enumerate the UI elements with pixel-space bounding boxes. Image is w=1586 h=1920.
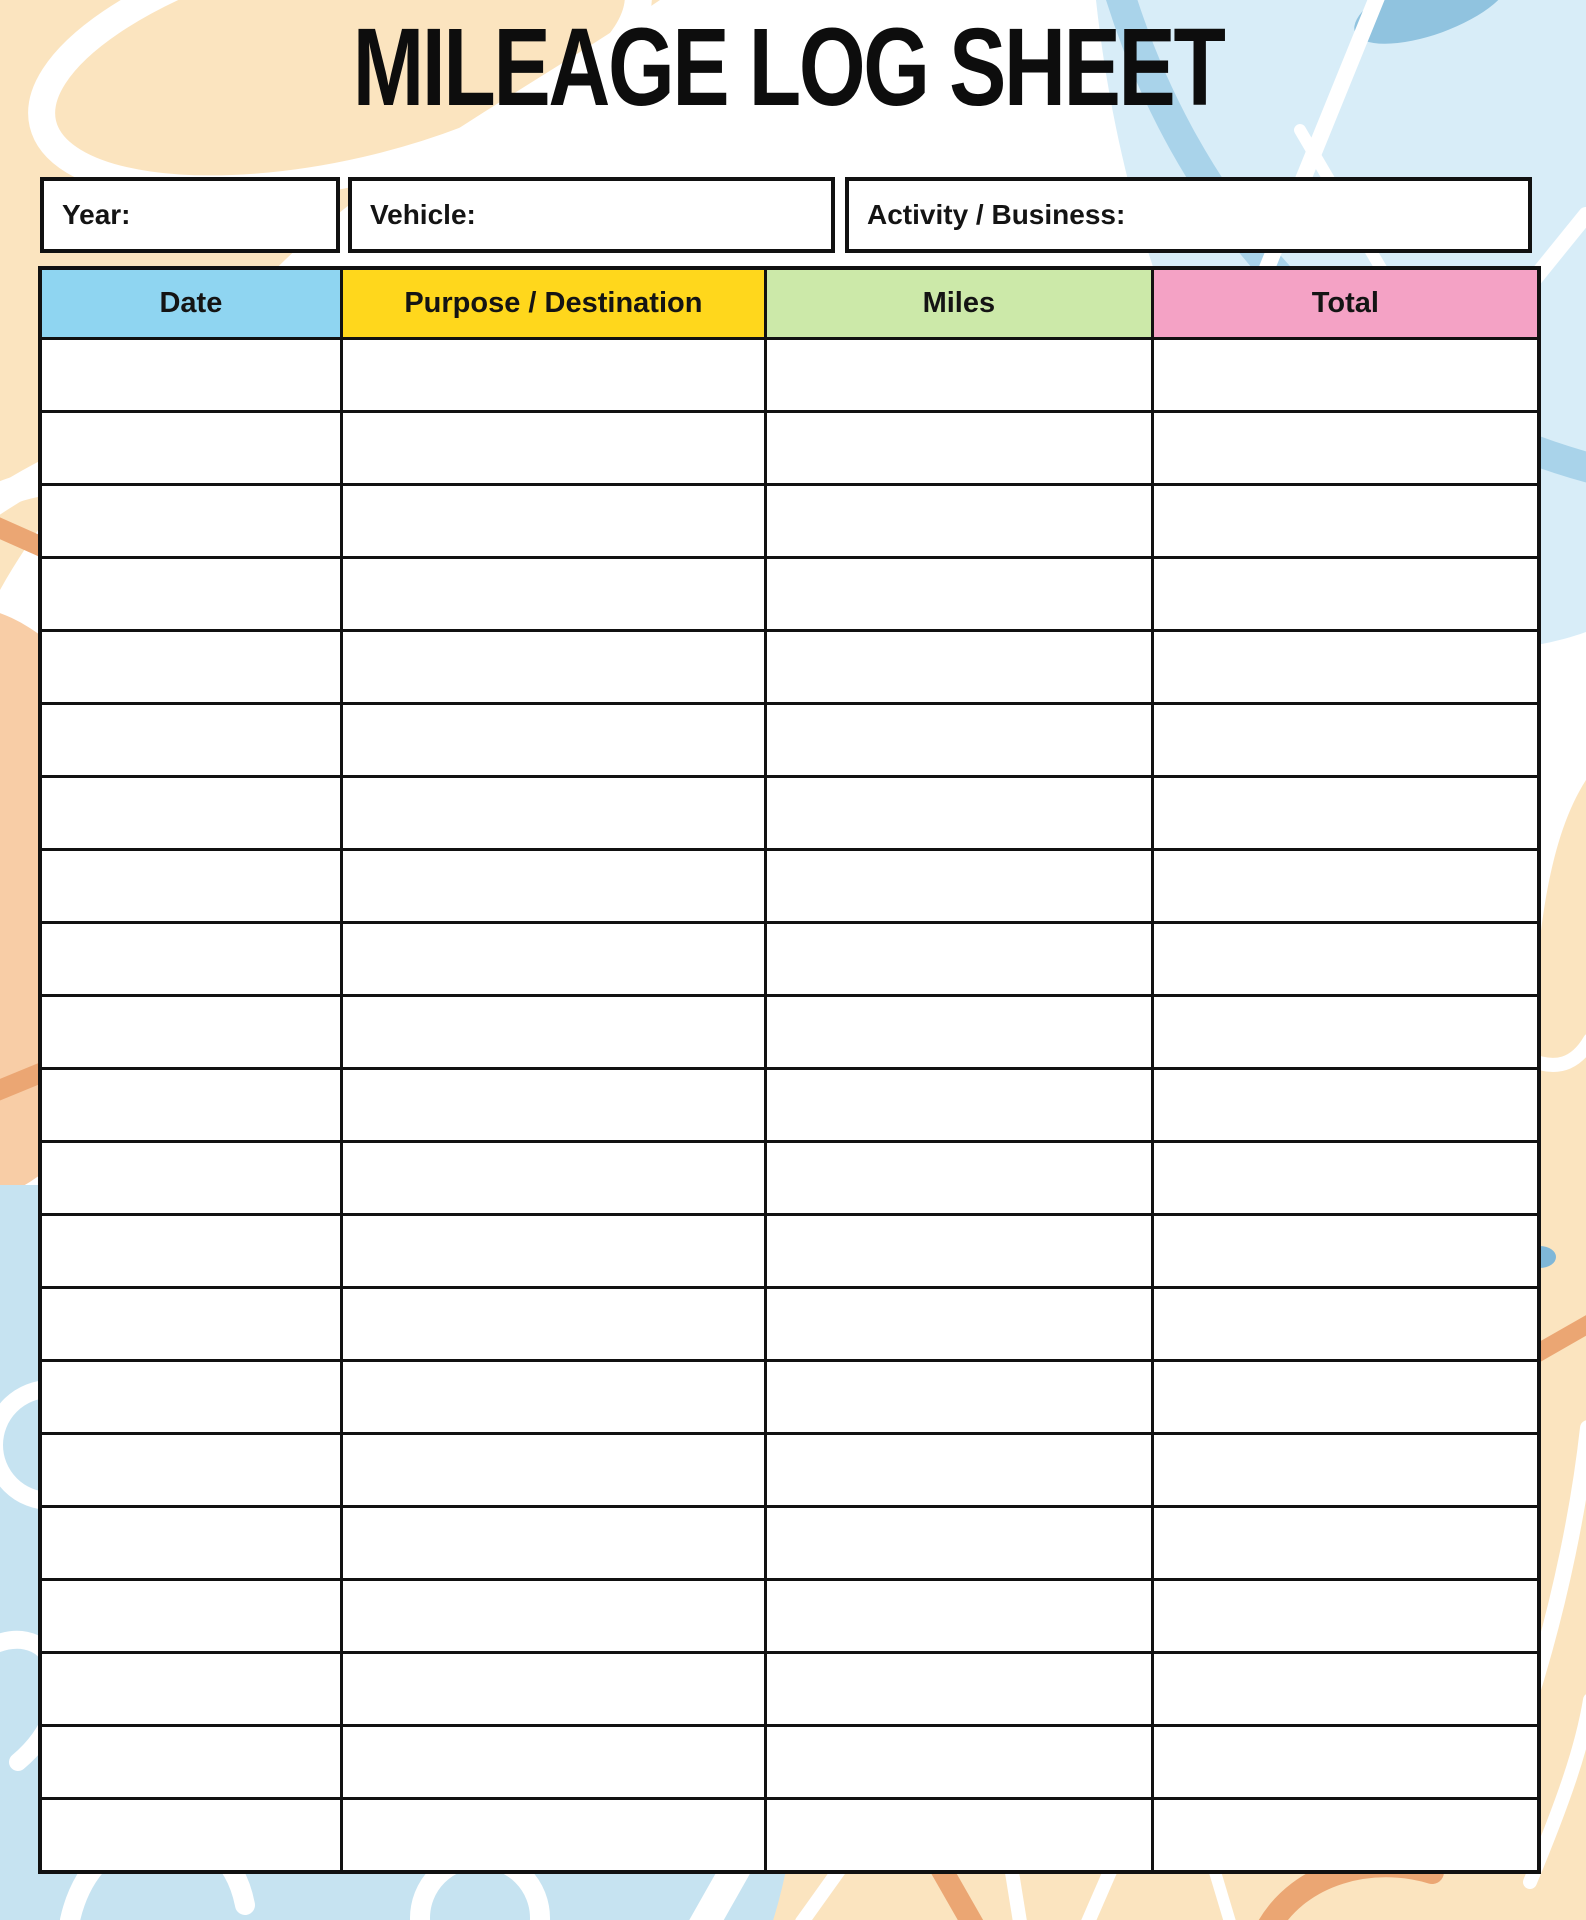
table-row xyxy=(40,1361,1539,1434)
table-cell-miles[interactable] xyxy=(766,1215,1153,1288)
table-cell-purpose-destination[interactable] xyxy=(341,412,765,485)
table-cell-miles[interactable] xyxy=(766,704,1153,777)
table-cell-total[interactable] xyxy=(1152,704,1539,777)
table-row xyxy=(40,1580,1539,1653)
table-row xyxy=(40,704,1539,777)
table-cell-purpose-destination[interactable] xyxy=(341,1069,765,1142)
table-cell-date[interactable] xyxy=(40,558,341,631)
table-cell-date[interactable] xyxy=(40,1434,341,1507)
table-row xyxy=(40,777,1539,850)
table-cell-miles[interactable] xyxy=(766,777,1153,850)
table-cell-purpose-destination[interactable] xyxy=(341,850,765,923)
table-cell-total[interactable] xyxy=(1152,339,1539,412)
table-row xyxy=(40,558,1539,631)
table-row xyxy=(40,1069,1539,1142)
table-header-row xyxy=(40,268,1539,339)
table-cell-purpose-destination[interactable] xyxy=(341,1142,765,1215)
table-cell-miles[interactable] xyxy=(766,1142,1153,1215)
table-cell-total[interactable] xyxy=(1152,996,1539,1069)
table-cell-total[interactable] xyxy=(1152,1653,1539,1726)
table-cell-purpose-destination[interactable] xyxy=(341,996,765,1069)
table-cell-total[interactable] xyxy=(1152,1361,1539,1434)
vehicle-field[interactable] xyxy=(348,177,835,253)
table-cell-date[interactable] xyxy=(40,1799,341,1873)
table-cell-purpose-destination[interactable] xyxy=(341,777,765,850)
column-header-date: Date xyxy=(40,268,341,339)
table-cell-miles[interactable] xyxy=(766,1507,1153,1580)
table-cell-date[interactable] xyxy=(40,1580,341,1653)
table-cell-miles[interactable] xyxy=(766,412,1153,485)
table-cell-date[interactable] xyxy=(40,1653,341,1726)
table-cell-date[interactable] xyxy=(40,1507,341,1580)
table-row xyxy=(40,996,1539,1069)
table-cell-miles[interactable] xyxy=(766,1434,1153,1507)
year-input[interactable] xyxy=(131,181,337,249)
table-cell-total[interactable] xyxy=(1152,1507,1539,1580)
table-cell-miles[interactable] xyxy=(766,631,1153,704)
table-cell-miles[interactable] xyxy=(766,1361,1153,1434)
table-cell-date[interactable] xyxy=(40,777,341,850)
table-row xyxy=(40,1653,1539,1726)
vehicle-input[interactable] xyxy=(476,181,831,249)
table-row xyxy=(40,1288,1539,1361)
table-cell-date[interactable] xyxy=(40,485,341,558)
table-row xyxy=(40,631,1539,704)
table-cell-purpose-destination[interactable] xyxy=(341,923,765,996)
table-cell-total[interactable] xyxy=(1152,1799,1539,1873)
table-cell-purpose-destination[interactable] xyxy=(341,558,765,631)
table-cell-miles[interactable] xyxy=(766,1580,1153,1653)
table-cell-miles[interactable] xyxy=(766,339,1153,412)
activity-business-label: Activity / Business: xyxy=(867,199,1126,230)
table-cell-date[interactable] xyxy=(40,1288,341,1361)
table-row xyxy=(40,485,1539,558)
table-cell-miles[interactable] xyxy=(766,1726,1153,1799)
year-label: Year: xyxy=(62,199,131,230)
table-cell-miles[interactable] xyxy=(766,996,1153,1069)
table-row xyxy=(40,412,1539,485)
column-header-miles: Miles xyxy=(766,268,1153,339)
table-cell-total[interactable] xyxy=(1152,1580,1539,1653)
table-cell-purpose-destination[interactable] xyxy=(341,1799,765,1873)
table-cell-miles[interactable] xyxy=(766,1069,1153,1142)
table-cell-purpose-destination[interactable] xyxy=(341,631,765,704)
table-cell-date[interactable] xyxy=(40,1069,341,1142)
table-cell-purpose-destination[interactable] xyxy=(341,1580,765,1653)
table-cell-miles[interactable] xyxy=(766,1799,1153,1873)
mileage-table-body xyxy=(40,339,1539,1873)
table-cell-miles[interactable] xyxy=(766,558,1153,631)
table-cell-purpose-destination[interactable] xyxy=(341,1361,765,1434)
table-cell-total[interactable] xyxy=(1152,1142,1539,1215)
table-cell-miles[interactable] xyxy=(766,1653,1153,1726)
table-cell-date[interactable] xyxy=(40,850,341,923)
year-field[interactable] xyxy=(40,177,340,253)
mileage-log-table xyxy=(38,266,1541,1874)
table-cell-date[interactable] xyxy=(40,1726,341,1799)
table-row xyxy=(40,1142,1539,1215)
page-title-text: MILEAGE LOG SHEET xyxy=(352,6,1224,129)
table-cell-total[interactable] xyxy=(1152,631,1539,704)
table-row xyxy=(40,1215,1539,1288)
table-row xyxy=(40,1799,1539,1873)
table-header xyxy=(40,268,1539,339)
table-cell-total[interactable] xyxy=(1152,412,1539,485)
table-cell-total[interactable] xyxy=(1152,1215,1539,1288)
table-cell-purpose-destination[interactable] xyxy=(341,485,765,558)
table-cell-total[interactable] xyxy=(1152,923,1539,996)
table-cell-purpose-destination[interactable] xyxy=(341,339,765,412)
table-cell-purpose-destination[interactable] xyxy=(341,1653,765,1726)
activity-business-input[interactable] xyxy=(1125,181,1528,249)
table-cell-date[interactable] xyxy=(40,996,341,1069)
table-cell-total[interactable] xyxy=(1152,1726,1539,1799)
table-cell-date[interactable] xyxy=(40,1142,341,1215)
table-cell-purpose-destination[interactable] xyxy=(341,704,765,777)
table-row xyxy=(40,850,1539,923)
vehicle-label: Vehicle: xyxy=(370,199,476,230)
table-cell-miles[interactable] xyxy=(766,923,1153,996)
table-cell-miles[interactable] xyxy=(766,485,1153,558)
table-cell-date[interactable] xyxy=(40,704,341,777)
table-cell-date[interactable] xyxy=(40,339,341,412)
table-row xyxy=(40,1434,1539,1507)
table-row xyxy=(40,923,1539,996)
page-title xyxy=(230,6,1230,129)
table-cell-miles[interactable] xyxy=(766,1288,1153,1361)
info-fields-row xyxy=(40,177,1532,253)
table-cell-purpose-destination[interactable] xyxy=(341,1507,765,1580)
table-cell-date[interactable] xyxy=(40,412,341,485)
table-cell-purpose-destination[interactable] xyxy=(341,1215,765,1288)
table-cell-total[interactable] xyxy=(1152,850,1539,923)
table-row xyxy=(40,1507,1539,1580)
table-cell-total[interactable] xyxy=(1152,1069,1539,1142)
table-cell-purpose-destination[interactable] xyxy=(341,1726,765,1799)
table-cell-total[interactable] xyxy=(1152,777,1539,850)
table-row xyxy=(40,339,1539,412)
activity-business-field[interactable] xyxy=(845,177,1532,253)
table-cell-total[interactable] xyxy=(1152,485,1539,558)
table-cell-miles[interactable] xyxy=(766,850,1153,923)
table-cell-total[interactable] xyxy=(1152,1434,1539,1507)
table-cell-total[interactable] xyxy=(1152,558,1539,631)
table-cell-total[interactable] xyxy=(1152,1288,1539,1361)
table-cell-date[interactable] xyxy=(40,1215,341,1288)
table-cell-date[interactable] xyxy=(40,923,341,996)
table-cell-purpose-destination[interactable] xyxy=(341,1434,765,1507)
column-header-purpose-destination: Purpose / Destination xyxy=(341,268,765,339)
column-header-total: Total xyxy=(1152,268,1539,339)
table-cell-date[interactable] xyxy=(40,1361,341,1434)
table-row xyxy=(40,1726,1539,1799)
table-cell-purpose-destination[interactable] xyxy=(341,1288,765,1361)
table-cell-date[interactable] xyxy=(40,631,341,704)
